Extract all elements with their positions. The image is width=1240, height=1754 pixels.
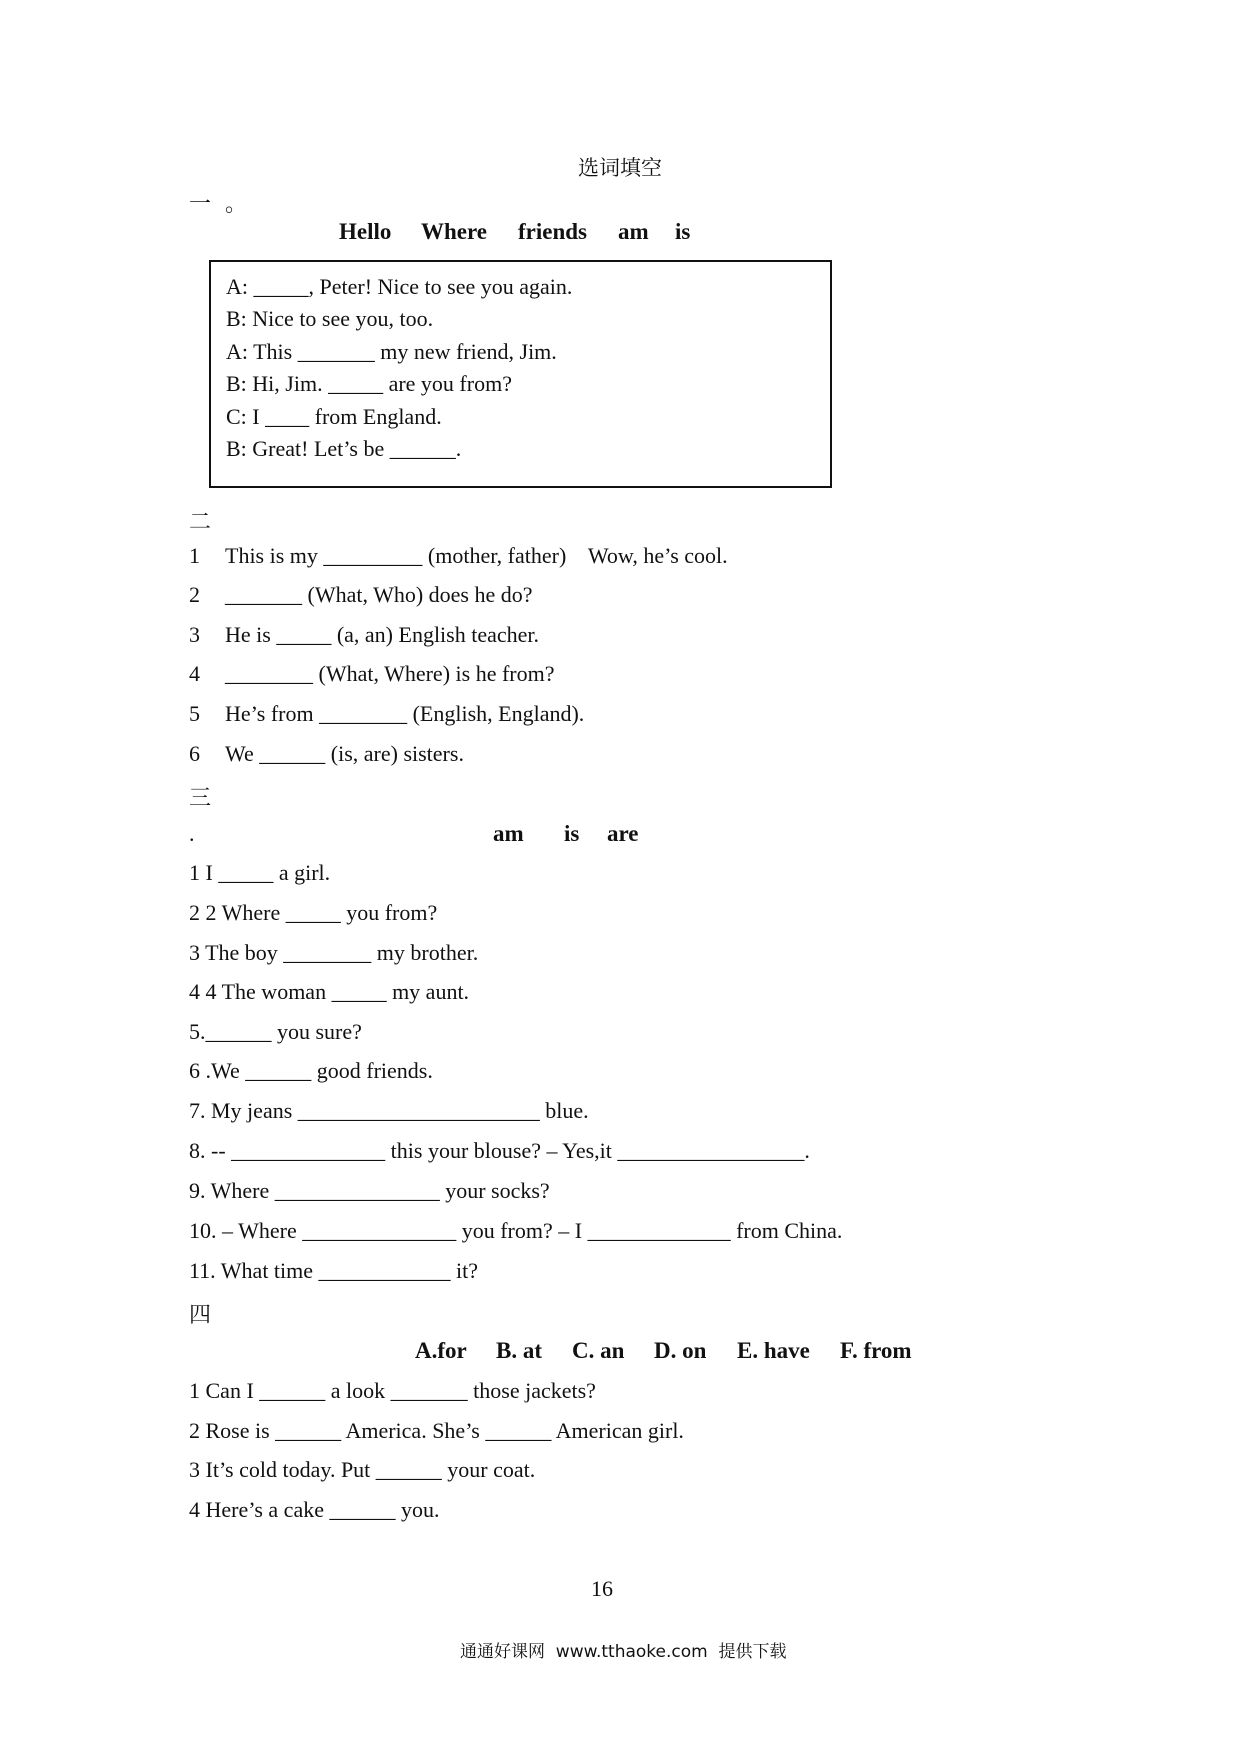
- section-1-word-where: Where: [421, 219, 488, 244]
- item-number: 3: [189, 622, 200, 647]
- section-4-option-e: E. have: [737, 1338, 810, 1363]
- section-3-item: 8. -- ______________ this your blouse? – Yes,it _________________.: [189, 1138, 810, 1163]
- section-4-item: 4 Here’s a cake ______ you.: [189, 1497, 440, 1522]
- section-1-word-is: is: [675, 219, 691, 244]
- dialogue-line: C: I ____ from England.: [226, 404, 442, 429]
- section-4-option-d: D. on: [654, 1338, 707, 1363]
- section-3-item: 6 .We ______ good friends.: [189, 1058, 433, 1083]
- section-3-item: 2 2 Where _____ you from?: [189, 900, 438, 925]
- section-3-word-am: am: [493, 821, 524, 846]
- section-4-option-a: A.for: [415, 1338, 467, 1363]
- section-4-option-c: C. an: [572, 1338, 625, 1363]
- item-text: He’s from ________ (English, England).: [225, 701, 585, 726]
- dialogue-line: B: Great! Let’s be ______.: [226, 436, 462, 461]
- item-text: We ______ (is, are) sisters.: [225, 741, 464, 766]
- section-1-word-friends: friends: [518, 219, 587, 244]
- section-1-marker: 一 。: [189, 192, 247, 217]
- item-text: This is my _________ (mother, father) Wow, he’s cool.: [225, 543, 728, 568]
- dialogue-line: A: This _______ my new friend, Jim.: [226, 339, 557, 364]
- section-4-item: 2 Rose is ______ America. She’s ______ American girl.: [189, 1418, 684, 1443]
- item-number: 1: [189, 543, 200, 568]
- section-4-item: 1 Can I ______ a look _______ those jackets?: [189, 1378, 596, 1403]
- footer-text: 通通好课网 www.tthaoke.com 提供下载: [460, 1642, 787, 1662]
- item-number: 2: [189, 582, 200, 607]
- section-3-item: 7. My jeans ______________________ blue.: [189, 1098, 589, 1123]
- section-3-item: 9. Where _______________ your socks?: [189, 1178, 550, 1203]
- section-3-dot: .: [189, 821, 195, 846]
- item-text: He is _____ (a, an) English teacher.: [225, 622, 540, 647]
- item-text: ________ (What, Where) is he from?: [225, 661, 555, 686]
- section-2-marker: 二: [189, 510, 212, 535]
- page-title: 选词填空: [578, 156, 662, 180]
- dialogue-line: B: Nice to see you, too.: [226, 306, 434, 331]
- dialogue-line: B: Hi, Jim. _____ are you from?: [226, 371, 512, 396]
- section-3-item: 4 4 The woman _____ my aunt.: [189, 979, 470, 1004]
- page-number: 16: [591, 1576, 613, 1601]
- section-4-option-b: B. at: [496, 1338, 542, 1363]
- section-1-word-hello: Hello: [339, 219, 392, 244]
- section-4-item: 3 It’s cold today. Put ______ your coat.: [189, 1457, 536, 1482]
- section-3-word-is: is: [564, 821, 580, 846]
- item-number: 5: [189, 701, 200, 726]
- item-number: 6: [189, 741, 200, 766]
- section-3-item: 5.______ you sure?: [189, 1019, 362, 1044]
- section-3-marker: 三: [189, 786, 212, 811]
- item-number: 4: [189, 661, 200, 686]
- section-1-word-am: am: [618, 219, 649, 244]
- section-3-item: 11. What time ____________ it?: [189, 1258, 479, 1283]
- section-4-option-f: F. from: [840, 1338, 912, 1363]
- section-3-item: 3 The boy ________ my brother.: [189, 940, 479, 965]
- section-4-marker: 四: [189, 1303, 212, 1328]
- dialogue-line: A: _____, Peter! Nice to see you again.: [226, 274, 573, 299]
- section-3-word-are: are: [607, 821, 639, 846]
- item-text: _______ (What, Who) does he do?: [225, 582, 533, 607]
- section-3-item: 1 I _____ a girl.: [189, 860, 331, 885]
- section-3-item: 10. – Where ______________ you from? – I _____________ from China.: [189, 1218, 843, 1243]
